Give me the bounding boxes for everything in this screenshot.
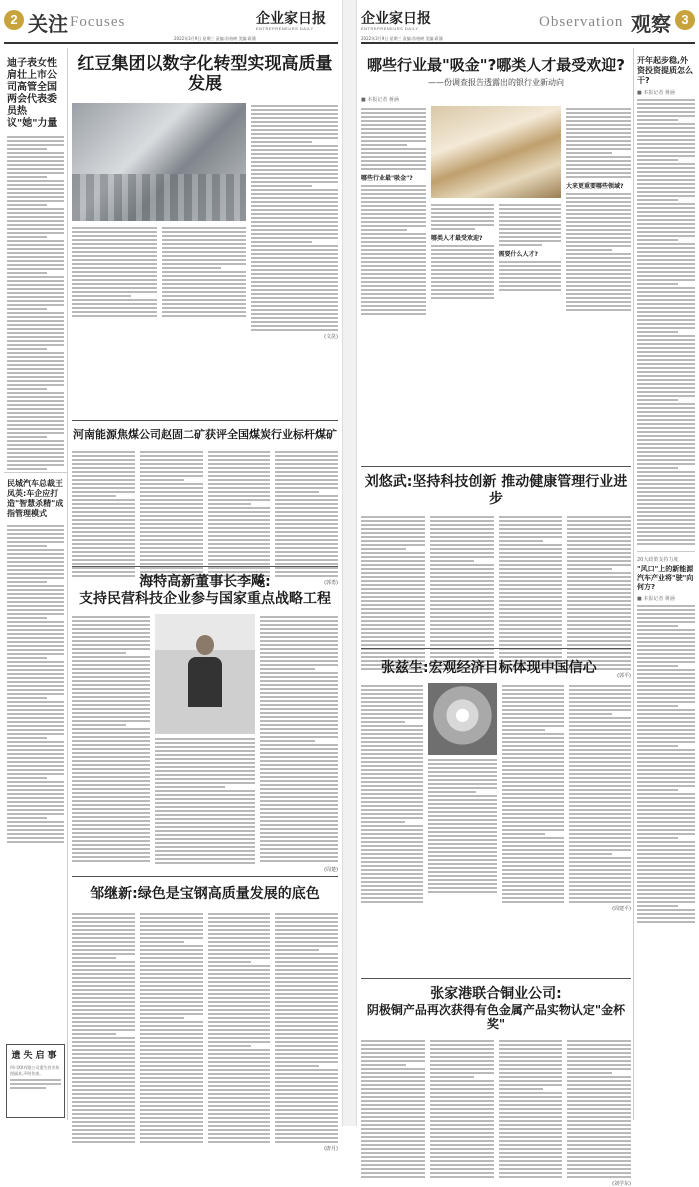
article-3-subtitle: 支持民营科技企业参与国家重点战略工程 <box>79 590 331 607</box>
left-main <box>72 48 338 1152</box>
lead-q5: 大来更重要哪些领域? <box>566 183 624 190</box>
left-paper-sub: ENTREPRENEURS DAILY <box>256 26 314 31</box>
article-2-end: (郭勇) <box>324 580 338 587</box>
right-paper-name: 企业家日报 <box>361 11 431 27</box>
right-paper-sub: ENTREPRENEURS DAILY <box>361 26 419 31</box>
right-article-4-subtitle: 阴极铜产品再次获得有色金属产品实物认定"金杯奖" <box>366 1002 626 1032</box>
right-article-3-title: 张兹生:宏观经济目标体现中国信心 <box>381 660 597 676</box>
article-3-title: 海特高新董事长李飚: <box>139 574 271 590</box>
article-1-end: (文昆) <box>324 333 338 340</box>
lead-article <box>361 56 631 317</box>
sidebar-text-1 <box>4 136 67 470</box>
right-article-3 <box>361 660 631 912</box>
page-gutter <box>342 0 357 1126</box>
right-article-3-photo <box>428 683 496 755</box>
right-article-4-title: 张家港联合铜业公司: <box>430 986 562 1002</box>
right-page <box>357 0 699 1187</box>
lead-photo <box>431 106 561 198</box>
article-2-title: 河南能源焦煤公司赵固二矿获评全国煤炭行业标杆煤矿 <box>73 428 337 441</box>
right-section-cn: 观察 <box>631 12 671 36</box>
left-masthead <box>4 6 338 44</box>
left-page-number: 2 <box>4 10 24 30</box>
left-paper-name: 企业家日报 <box>256 11 326 27</box>
right-sidebar <box>633 48 695 1120</box>
lost-notice-box <box>6 1044 65 1118</box>
left-section-cn: 关注 <box>28 12 68 36</box>
right-sidebar-headline-2: 20大政策支持力度 <box>637 557 679 563</box>
article-3-photo <box>155 614 256 734</box>
right-masthead <box>361 6 695 44</box>
article-4-end: (唐月) <box>324 1145 338 1152</box>
right-sidebar-headline-3: "风口"上的新能源汽车产业将"驶"向何方? <box>637 565 694 591</box>
lead-subtitle: ——份调查报告透露出的银行业新动向 <box>428 78 564 87</box>
right-article-2-title: 刘悠武:坚持科技创新 推动健康管理行业进步 <box>364 474 628 507</box>
notice-title: 遗失启事 <box>11 1051 60 1061</box>
lead-byline: ■ 本报记者 蒋涵 <box>361 97 399 103</box>
right-issue-line: 2022年3月9日 星期三 责编:苏柏树 美编:蒋涵 <box>361 36 443 41</box>
sidebar-text-2 <box>4 525 67 843</box>
right-article-4-end: (刘学东) <box>612 1180 631 1187</box>
right-article-3-end: (周建平) <box>612 905 631 912</box>
right-article-2-end: (郭平) <box>617 672 631 679</box>
article-2 <box>72 428 338 586</box>
article-1 <box>72 54 338 340</box>
right-section-en: Observation <box>539 14 624 30</box>
article-3 <box>72 574 338 873</box>
lead-title: 哪些行业最"吸金"?哪类人才最受欢迎? <box>366 56 626 74</box>
article-3-end: (周楚) <box>324 866 338 873</box>
sidebar-headline: 迪子表女性肩壮上市公司高管全国两会代表委员热议"她"力量 <box>7 58 58 129</box>
lead-q2: 哪类人才最受欢迎? <box>431 235 483 242</box>
lead-q3: 需要什么人才? <box>498 251 538 258</box>
left-sidebar <box>4 48 68 1120</box>
article-1-title: 红豆集团以数字化转型实现高质量发展 <box>77 54 333 95</box>
article-1-photo <box>72 103 246 221</box>
right-article-4 <box>361 986 631 1187</box>
notice-text: 四川XX有限公司遗失营业执照副本,声明作废。 <box>10 1065 60 1076</box>
sidebar-headline-2: 民城汽车总裁王凤英:车企应打造"智慧杀精"成指管理模式 <box>4 472 67 523</box>
article-4-title: 邹继新:绿色是宝钢高质量发展的底色 <box>90 886 320 902</box>
right-sidebar-headline: 开年起步稳,外资投资提质怎么干? <box>637 56 693 85</box>
lead-q1: 哪些行业最"吸金"? <box>361 175 413 182</box>
right-sidebar-byline-2: ■ 本报记者 蒋涵 <box>637 596 675 602</box>
right-page-number: 3 <box>675 10 695 30</box>
left-issue-line: 2022年3月9日 星期三 责编:苏柏树 美编:蒋涵 <box>174 36 256 41</box>
right-sidebar-byline: ■ 本报记者 蒋涵 <box>637 90 675 96</box>
left-section-en: Focuses <box>70 14 126 30</box>
left-page <box>0 0 342 1152</box>
right-main <box>361 48 631 1187</box>
article-4 <box>72 886 338 1152</box>
